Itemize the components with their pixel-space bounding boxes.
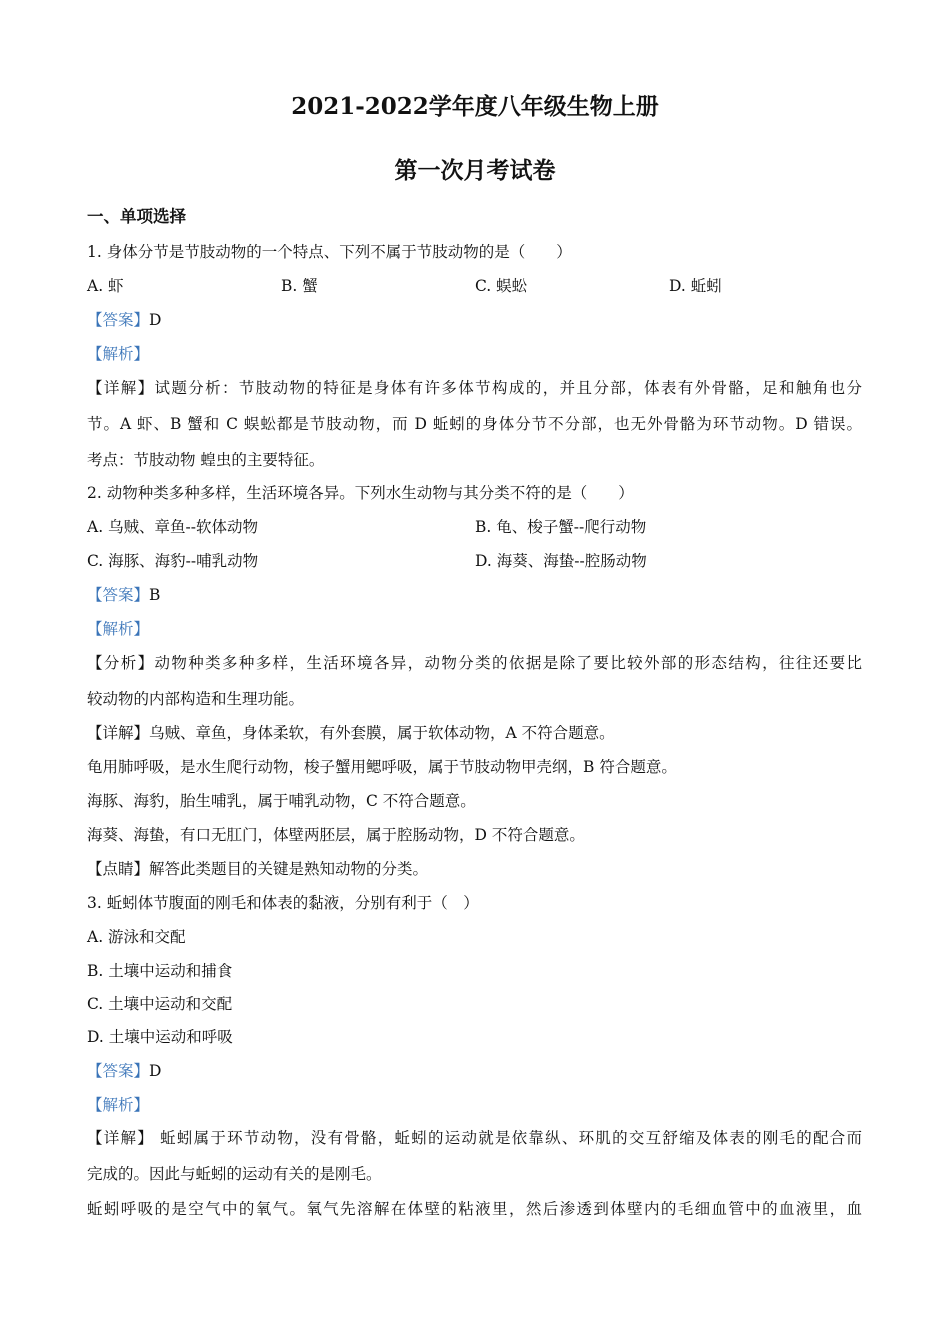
- answer-value: D: [149, 1062, 162, 1080]
- detail-text: 蚯蚓属于环节动物，没有骨骼，蚯蚓的运动就是依靠纵、环肌的交互舒缩及体表的刚毛的配合而: [153, 1129, 862, 1147]
- q2-fenxi-line-1: [87, 653, 862, 673]
- q3-option-a: A. 游泳和交配: [87, 928, 186, 946]
- section-heading: 一、单项选择: [87, 207, 186, 226]
- question-2-stem: 2. 动物种类多种多样，生活环境各异。下列水生动物与其分类不符的是（ ）: [87, 484, 634, 502]
- q1-analysis-tag: 【解析】: [87, 345, 150, 363]
- answer-value: D: [149, 311, 162, 329]
- q1-option-c: C. 蜈蚣: [475, 277, 528, 295]
- fenxi-text: 动物种类多种多样，生活环境各异，动物分类的依据是除了要比较外部的形态结构，往往还要比: [154, 654, 862, 672]
- q1-answer: [87, 310, 161, 330]
- detail-text: 试题分析：节肢动物的特征是身体有许多体节构成的，并且分部，体表有外骨骼，足和触角也分: [154, 379, 862, 397]
- q2-option-c: C. 海豚、海豹--哺乳动物: [87, 552, 259, 570]
- answer-value: B: [149, 586, 161, 604]
- detail-tag: 【详解】: [87, 379, 155, 397]
- answer-tag: 【答案】: [87, 586, 150, 604]
- fenxi-tag: 【分析】: [87, 654, 155, 672]
- detail-text: 乌贼、章鱼，身体柔软，有外套膜，属于软体动物，A 不符合题意。: [149, 724, 615, 742]
- q1-detail-line-3: 考点：节肢动物 蝗虫的主要特征。: [87, 451, 325, 469]
- title-line-1: 2021-2022学年度八年级生物上册: [291, 93, 659, 120]
- title-line-2: 第一次月考试卷: [394, 157, 556, 184]
- question-1-stem: 1. 身体分节是节肢动物的一个特点、下列不属于节肢动物的是（ ）: [87, 243, 572, 261]
- q2-detail-line-4: 海葵、海蛰，有口无肛门，体壁两胚层，属于腔肠动物，D 不符合题意。: [87, 826, 585, 844]
- q1-option-b: B. 蟹: [281, 277, 318, 295]
- dianjing-tag: 【点睛】: [87, 860, 150, 878]
- q2-detail-line-3: 海豚、海豹，胎生哺乳，属于哺乳动物，C 不符合题意。: [87, 792, 476, 810]
- q1-option-a: A. 虾: [87, 277, 124, 295]
- q3-analysis-tag: 【解析】: [87, 1096, 150, 1114]
- q2-option-d: D. 海葵、海蛰--腔肠动物: [475, 552, 647, 570]
- q1-detail-line-2: 节。A 虾、B 蟹和 C 蜈蚣都是节肢动物，而 D 蚯蚓的身体分节不分部，也无外骨骼为环节动物。D 错误。: [87, 415, 862, 433]
- q1-detail-line-1: [87, 378, 862, 398]
- q3-answer: [87, 1061, 161, 1081]
- q2-analysis-tag: 【解析】: [87, 620, 150, 638]
- answer-tag: 【答案】: [87, 311, 150, 329]
- q3-option-d: D. 土壤中运动和呼吸: [87, 1028, 233, 1046]
- q2-dianjing: [87, 859, 428, 879]
- q3-detail-line-3: 蚯蚓呼吸的是空气中的氧气。氧气先溶解在体壁的粘液里，然后渗透到体壁内的毛细血管中的血液里，血: [87, 1200, 862, 1218]
- q2-option-a: A. 乌贼、章鱼--软体动物: [87, 518, 259, 536]
- detail-tag: 【详解】: [87, 724, 150, 742]
- q2-detail-line-2: 龟用肺呼吸，是水生爬行动物，梭子蟹用鳃呼吸，属于节肢动物甲壳纲，B 符合题意。: [87, 758, 677, 776]
- q3-option-b: B. 土壤中运动和捕食: [87, 962, 233, 980]
- q3-option-c: C. 土壤中运动和交配: [87, 995, 233, 1013]
- detail-tag: 【详解】: [87, 1129, 154, 1147]
- q2-answer: [87, 585, 160, 605]
- q2-detail-line-1: [87, 723, 615, 743]
- q3-detail-line-1: [87, 1128, 862, 1148]
- q3-detail-line-2: 完成的。因此与蚯蚓的运动有关的是刚毛。: [87, 1165, 382, 1183]
- dianjing-text: 解答此类题目的关键是熟知动物的分类。: [149, 860, 429, 878]
- question-3-stem: 3. 蚯蚓体节腹面的刚毛和体表的黏液，分别有利于（ ）: [87, 894, 479, 912]
- q1-option-d: D. 蚯蚓: [669, 277, 722, 295]
- q2-option-b: B. 龟、梭子蟹--爬行动物: [475, 518, 647, 536]
- answer-tag: 【答案】: [87, 1062, 150, 1080]
- q2-fenxi-line-2: 较动物的内部构造和生理功能。: [87, 690, 305, 708]
